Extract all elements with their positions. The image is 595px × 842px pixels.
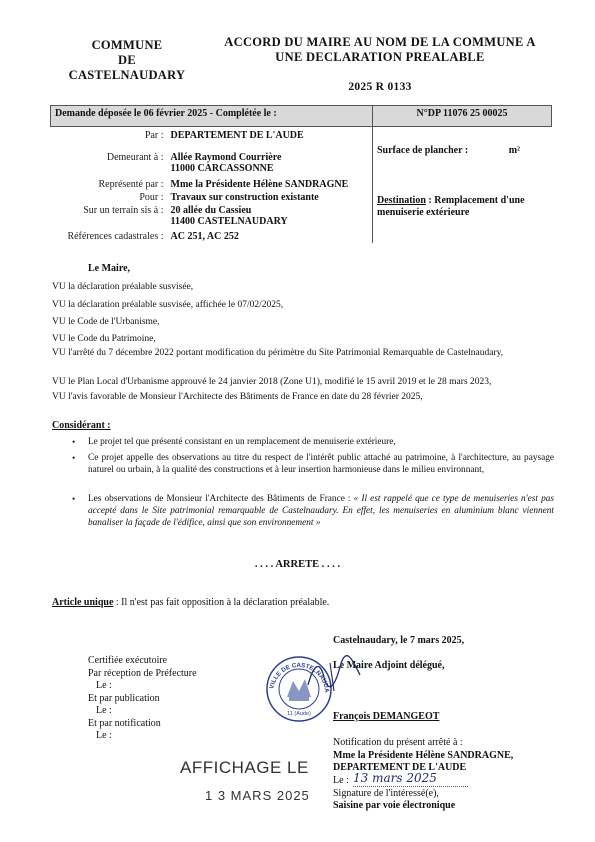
handwritten-signature xyxy=(300,655,370,695)
value-par: DEPARTEMENT DE L'AUDE xyxy=(170,130,304,141)
destination-value: : Remplacement d'une menuiserie extérieure xyxy=(377,195,525,218)
value-terrain xyxy=(170,204,373,228)
vu-line-2: VU la déclaration préalable susvisée, affichée le 07/02/2025, xyxy=(52,300,284,310)
bullet-2: • xyxy=(72,453,76,463)
value-cadastre: AC 251, AC 252 xyxy=(170,231,239,242)
terrain-line-1: 20 allée du Cassieu xyxy=(170,205,252,216)
address-line-2: 11000 CARCASSONNE xyxy=(170,163,274,174)
label-terrain: Sur un terrain sis à : xyxy=(83,205,164,216)
label-represente: Représenté par : xyxy=(98,179,164,190)
destination-cell xyxy=(373,191,552,243)
address-line-1: Allée Raymond Courrière xyxy=(170,152,282,163)
commune-line-3: CASTELNAUDARY xyxy=(68,68,186,82)
request-number: N°DP 11076 25 00025 xyxy=(373,106,552,127)
commune-line-1: COMMUNE xyxy=(91,38,163,52)
affichage-date: 1 3 MARS 2025 xyxy=(205,788,310,803)
considerant-label: Considérant : xyxy=(52,420,111,431)
abf-observation-intro: Les observations de Monsieur l'Architecte des Bâtiments de France : xyxy=(88,494,351,504)
certif-line-4: Et par publication xyxy=(88,692,160,704)
seal-bottom-text: 11 (Aude) xyxy=(287,711,311,717)
arrete-heading: . . . . ARRETE . . . . xyxy=(254,559,341,570)
document-title xyxy=(215,35,545,95)
signatory-role: Le Maire Adjoint délégué, xyxy=(333,660,445,671)
label-par: Par : xyxy=(144,130,164,141)
certif-line-6: Et par notification xyxy=(88,717,161,729)
article-text: : Il n'est pas fait opposition à la déclaration préalable. xyxy=(113,597,330,608)
value-demeurant xyxy=(170,142,373,175)
notification-method: Saisine par voie électronique xyxy=(333,800,456,811)
surface-label: Surface de plancher : xyxy=(377,145,469,156)
notification-organisation: DEPARTEMENT DE L'AUDE xyxy=(333,762,467,773)
notification-le-label: Le : xyxy=(333,774,349,786)
place-date: Castelnaudary, le 7 mars 2025, xyxy=(333,635,465,646)
notification-block xyxy=(333,737,513,813)
request-table xyxy=(50,105,552,243)
affichage-stamp: AFFICHAGE LE xyxy=(180,758,309,777)
commune-line-2: DE xyxy=(118,53,136,67)
le-maire: Le Maire, xyxy=(88,263,131,274)
article-label: Article unique xyxy=(52,597,114,608)
certif-line-2: Par réception de Préfecture xyxy=(88,667,197,679)
terrain-line-2: 11400 CASTELNAUDARY xyxy=(170,216,288,227)
certif-line-3: Le : xyxy=(96,680,112,691)
signatory-name: François DEMANGEOT xyxy=(333,711,440,722)
vu-line-1: VU la déclaration préalable susvisée, xyxy=(52,282,194,292)
bullet-3: • xyxy=(72,494,76,504)
surface-cell xyxy=(373,127,552,192)
label-cadastre: Références cadastrales : xyxy=(67,231,164,242)
notification-handwritten-date: 13 mars 2025 xyxy=(353,770,437,785)
label-demeurant: Demeurant à : xyxy=(106,152,164,163)
bullet-1: • xyxy=(72,437,76,447)
notification-date-row xyxy=(333,770,513,788)
notification-line-1: Notification du présent arrêté à : xyxy=(333,737,463,748)
value-pour: Travaux sur construction existante xyxy=(170,192,319,203)
title-line-2: UNE DECLARATION PREALABLE xyxy=(275,50,485,64)
article-unique xyxy=(52,597,329,608)
notification-recipient: Mme la Présidente Hélène SANDRAGNE, xyxy=(333,749,514,761)
value-represente: Mme la Présidente Hélène SANDRAGNE xyxy=(170,179,349,190)
notification-signature-label: Signature de l'intéressé(e), xyxy=(333,787,439,799)
title-line-1: ACCORD DU MAIRE AU NOM DE LA COMMUNE A xyxy=(224,35,536,49)
label-pour: Pour : xyxy=(139,192,164,203)
abf-observation-quote: « Il est rappelé que ce type de menuiseries n'est pas accepté dans le Site patrimonial remarquable de Castelnaudary. En effet, les menuiseries en aluminium blanc viennent banaliser la façade de l'édifice, ainsi que son environnement » xyxy=(88,494,554,528)
vu-line-7: VU l'avis favorable de Monsieur l'Architecte des Bâtiments de France en date du 28 février 2025, xyxy=(52,392,423,402)
commune-name xyxy=(62,38,192,83)
request-deposit-date: Demande déposée le 06 février 2025 - Complétée le : xyxy=(51,106,373,127)
certif-line-7: Le : xyxy=(96,730,112,741)
considerant-3 xyxy=(88,493,554,529)
vu-line-5: VU l'arrêté du 7 décembre 2022 portant modification du périmètre du Site Patrimonial Remarquable de Castelnaudary, xyxy=(52,348,504,358)
vu-line-4: VU le Code du Patrimoine, xyxy=(52,334,156,344)
destination-label: Destination xyxy=(377,195,426,206)
certif-line-1: Certifiée exécutoire xyxy=(88,655,168,666)
considerant-1: Le projet tel que présenté consistant en un remplacement de menuiserie extérieure, xyxy=(88,437,396,447)
vu-line-3: VU le Code de l'Urbanisme, xyxy=(52,317,160,327)
vu-line-6: VU le Plan Local d'Urbanisme approuvé le 24 janvier 2018 (Zone U1), modifié le 15 avril 2019 et le 28 mars 2023, xyxy=(52,377,492,387)
seal-ring-text: VILLE DE CASTELNAUDA xyxy=(268,661,331,693)
surface-unit: m² xyxy=(508,145,521,156)
certif-line-5: Le : xyxy=(96,705,112,716)
considerant-2: Ce projet appelle des observations au titre du respect de l'intérêt public attaché au patrimoine, à l'architecture, au paysage naturel ou urbain, à la qualité des constructions et à leur insertion harmonieuse dans le milieu environnant, xyxy=(88,453,554,475)
certification-block xyxy=(88,655,197,743)
arrete-reference: 2025 R 0133 xyxy=(348,81,412,93)
request-header-row xyxy=(51,106,552,127)
